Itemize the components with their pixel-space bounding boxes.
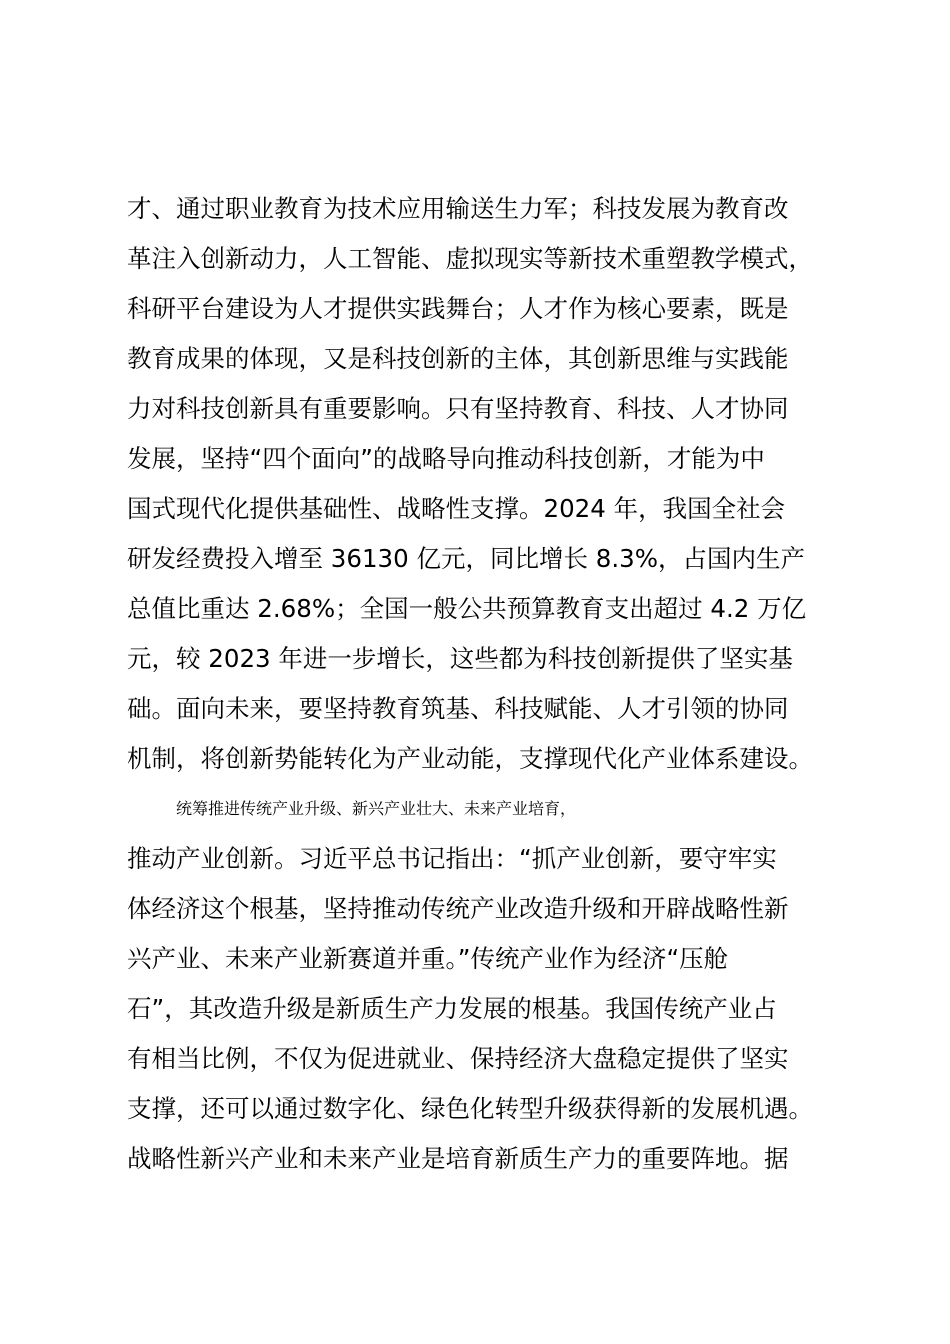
text-line: 才、通过职业教育为技术应用输送生力军；科技发展为教育改 [127,194,789,223]
paragraph-first-line: 统筹推进传统产业升级、新兴产业壮大、未来产业培育， [176,799,577,818]
text-line: 石”，其改造升级是新质生产力发展的根基。我国传统产业占 [127,994,777,1023]
text-line: 础。面向未来，要坚持教育筑基、科技赋能、人才引领的协同 [127,694,789,723]
text-line: 力对科技创新具有重要影响。只有坚持教育、科技、人才协同 [127,394,789,423]
text-line: 国式现代化提供基础性、战略性支撑。2024 年，我国全社会 [127,494,786,523]
text-line: 科研平台建设为人才提供实践舞台；人才作为核心要素，既是 [127,294,789,323]
text-line: 教育成果的体现，又是科技创新的主体，其创新思维与实践能 [127,344,789,373]
text-line: 革注入创新动力，人工智能、虚拟现实等新技术重塑教学模式， [127,244,813,273]
text-line: 机制，将创新势能转化为产业动能，支撑现代化产业体系建设。 [127,744,813,773]
text-line: 战略性新兴产业和未来产业是培育新质生产力的重要阵地。据 [127,1144,789,1173]
text-line: 总值比重达 2.68%；全国一般公共预算教育支出超过 4.2 万亿 [127,594,807,623]
text-line: 研发经费投入增至 36130 亿元，同比增长 8.3%，占国内生产 [127,544,806,573]
text-line: 元，较 2023 年进一步增长，这些都为科技创新提供了坚实基 [127,644,793,673]
text-line: 兴产业、未来产业新赛道并重。”传统产业作为经济“压舱 [127,944,729,973]
text-line: 支撑，还可以通过数字化、绿色化转型升级获得新的发展机遇。 [127,1094,813,1123]
text-line: 有相当比例，不仅为促进就业、保持经济大盘稳定提供了坚实 [127,1044,789,1073]
text-line: 体经济这个根基，坚持推动传统产业改造升级和开辟战略性新 [127,894,789,923]
text-line: 发展，坚持“四个面向”的战略导向推动科技创新，才能为中 [127,444,765,473]
text-line: 推动产业创新。习近平总书记指出：“抓产业创新，要守牢实 [127,844,777,873]
